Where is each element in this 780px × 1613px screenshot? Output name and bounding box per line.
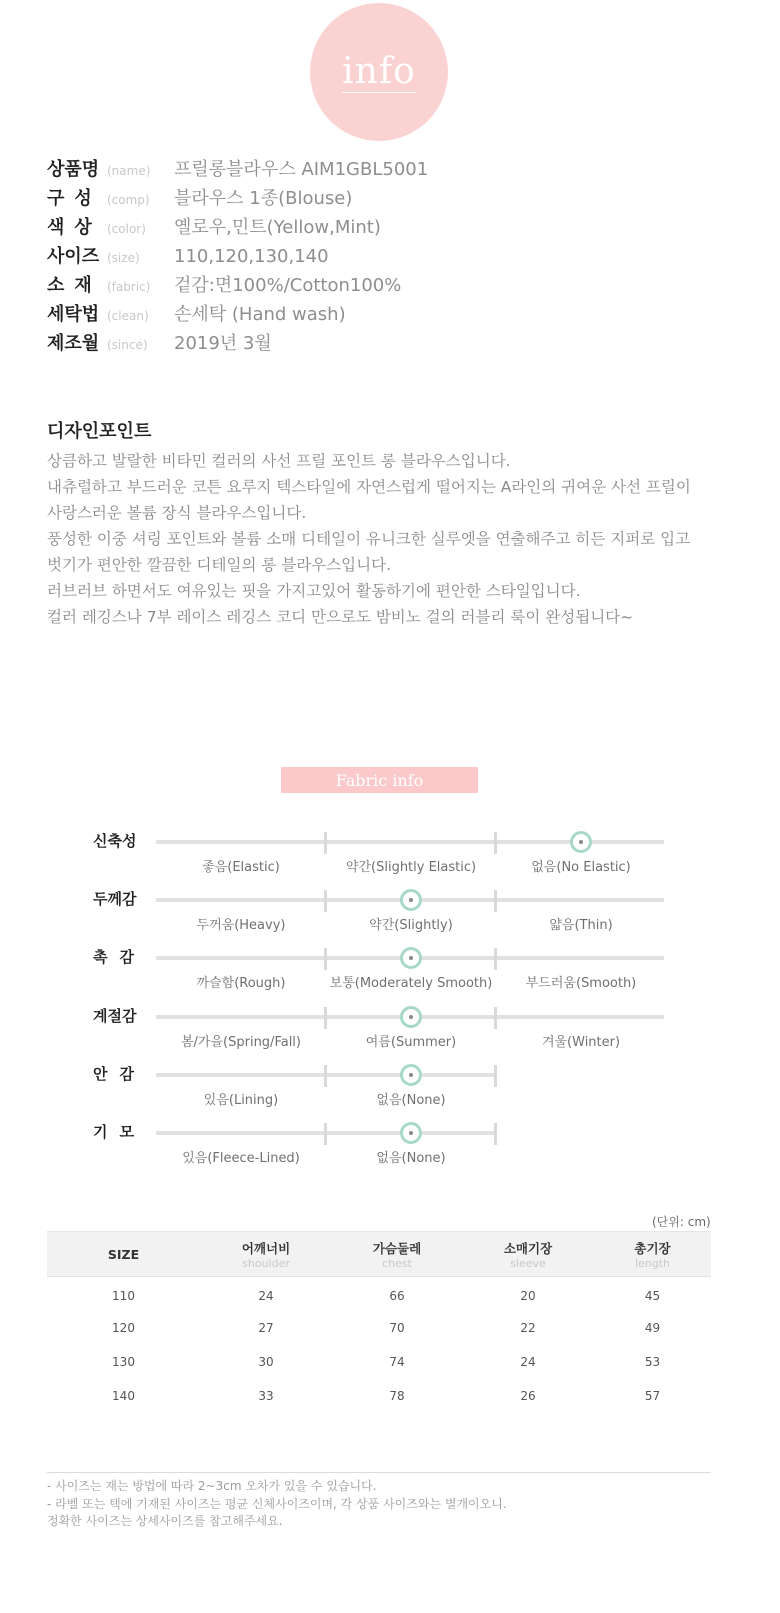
fabric-option-label: 약간(Slightly): [369, 918, 453, 933]
table-cell: 120: [112, 1320, 135, 1335]
note-line: - 사이즈는 재는 방법에 따라 2~3cm 오차가 있을 수 있습니다.: [47, 1479, 377, 1493]
fabric-option-label: 없음(None): [376, 1151, 446, 1166]
spec-value: 블라우스 1종(Blouse): [174, 188, 353, 209]
fabric-scale-tick: [494, 948, 497, 970]
fabric-info-banner: [281, 767, 478, 793]
col-header-sub: length: [634, 1256, 671, 1270]
col-header-label: 총기장: [634, 1240, 671, 1256]
fabric-row-label: 신축성: [93, 832, 137, 850]
fabric-info-title: Fabric info: [335, 770, 424, 790]
selected-marker-icon: [400, 889, 422, 911]
table-row: [47, 1379, 711, 1413]
col-header-chest: [332, 1232, 462, 1277]
table-cell: 20: [520, 1288, 536, 1303]
spec-key: 상품명: [47, 159, 100, 180]
fabric-row-label: 기모: [93, 1123, 146, 1141]
fabric-scale-tick: [324, 1065, 327, 1087]
fabric-row-label: 계절감: [93, 1007, 137, 1025]
fabric-option-label: 있음(Lining): [203, 1093, 279, 1108]
spec-sub: (color): [107, 222, 146, 236]
table-cell: 49: [644, 1320, 661, 1335]
design-point-title: 디자인포인트: [47, 421, 152, 442]
fabric-scale-tick: [324, 890, 327, 912]
table-cell: 57: [644, 1388, 661, 1403]
table-row: [47, 1277, 711, 1311]
selected-marker-icon: [400, 1064, 422, 1086]
fabric-option-label: 있음(Fleece-Lined): [182, 1151, 300, 1166]
table-cell: 74: [389, 1354, 405, 1369]
fabric-row-label: 촉감: [93, 948, 146, 966]
col-header-label: SIZE: [107, 1246, 140, 1262]
spec-row-comp: [47, 184, 428, 213]
table-cell: 22: [520, 1320, 536, 1335]
fabric-row: [0, 832, 780, 882]
spec-value: 2019년 3월: [174, 333, 272, 354]
info-header-badge: [310, 3, 448, 141]
fabric-row: [0, 948, 780, 998]
spec-row-since: [47, 329, 428, 358]
table-cell: 30: [258, 1354, 274, 1369]
col-header-shoulder: [200, 1232, 332, 1277]
fabric-option-label: 겨울(Winter): [541, 1035, 621, 1050]
table-cell: 33: [258, 1388, 274, 1403]
spec-value: 옐로우,민트(Yellow,Mint): [174, 217, 381, 238]
table-cell: 78: [389, 1388, 405, 1403]
spec-sub: (clean): [107, 309, 149, 323]
fabric-scale-tick: [494, 1007, 497, 1029]
design-line: 컬러 레깅스나 7부 레이스 레깅스 코디 만으로도 밤비노 걸의 러블리 룩이 완성됩니다~: [47, 608, 634, 626]
fabric-scale-tick: [324, 832, 327, 854]
design-line: 내츄럴하고 부드러운 코튼 요루지 텍스타일에 자연스럽게 떨어지는 A라인의 귀여운 사선 프릴이: [47, 478, 691, 496]
design-point-text: [47, 448, 727, 630]
fabric-row: [0, 1007, 780, 1057]
spec-sub: (size): [107, 251, 140, 265]
table-cell: 140: [112, 1388, 135, 1403]
notes-divider: [47, 1472, 711, 1473]
spec-value: 겉감:면100%/Cotton100%: [174, 275, 402, 296]
fabric-scale-tick: [494, 890, 497, 912]
table-cell: 70: [389, 1320, 405, 1335]
fabric-row: [0, 890, 780, 940]
design-line: 사랑스러운 볼륨 장식 블라우스입니다.: [47, 504, 307, 522]
fabric-row-label: 안감: [93, 1065, 146, 1083]
table-cell: 27: [258, 1320, 274, 1335]
selected-marker-icon: [570, 831, 592, 853]
fabric-row-label: 두께감: [93, 890, 137, 908]
col-header-label: 어깨너비: [241, 1240, 291, 1256]
spec-row-size: [47, 242, 428, 271]
table-row: [47, 1311, 711, 1345]
fabric-scale-tick: [324, 1123, 327, 1145]
spec-sub: (fabric): [107, 280, 151, 294]
table-cell: 66: [389, 1288, 405, 1303]
spec-value: 손세탁 (Hand wash): [174, 304, 346, 325]
spec-row-clean: [47, 300, 428, 329]
unit-label: (단위: cm): [652, 1215, 711, 1229]
size-table: [47, 1231, 711, 1413]
table-cell: 130: [112, 1354, 135, 1369]
design-line: 풍성한 이중 셔링 포인트와 볼륨 소매 디테일이 유니크한 실루엣을 연출해주고 히든 지퍼로 입고: [47, 530, 691, 548]
col-header-length: [594, 1232, 711, 1277]
selected-marker-icon: [400, 947, 422, 969]
size-notes: [47, 1478, 507, 1531]
design-line: 러브러브 하면서도 여유있는 핏을 가지고있어 활동하기에 편안한 스타일입니다.: [47, 582, 581, 600]
fabric-option-label: 여름(Summer): [365, 1035, 457, 1050]
fabric-scale-tick: [324, 1007, 327, 1029]
fabric-option-label: 보통(Moderately Smooth): [329, 976, 493, 991]
col-header-size: [47, 1232, 200, 1277]
size-table-header: [47, 1232, 711, 1277]
spec-key: 세탁법: [47, 304, 100, 325]
spec-sub: (name): [107, 164, 151, 178]
fabric-row: [0, 1123, 780, 1173]
table-cell: 110: [112, 1288, 135, 1303]
fabric-row: [0, 1065, 780, 1115]
product-spec-list: [47, 155, 428, 358]
spec-row-name: [47, 155, 428, 184]
fabric-scale-tick: [324, 948, 327, 970]
col-header-sleeve: [462, 1232, 594, 1277]
col-header-sub: chest: [382, 1256, 412, 1270]
col-header-label: 가슴둘레: [372, 1240, 422, 1256]
fabric-option-label: 좋음(Elastic): [202, 860, 280, 875]
fabric-scale-tick: [494, 1065, 497, 1087]
fabric-option-label: 부드러움(Smooth): [525, 976, 637, 991]
fabric-option-label: 없음(None): [376, 1093, 446, 1108]
col-header-label: 소매기장: [503, 1240, 553, 1256]
fabric-option-label: 없음(No Elastic): [531, 860, 631, 875]
fabric-option-label: 두꺼움(Heavy): [196, 918, 286, 933]
selected-marker-icon: [400, 1122, 422, 1144]
spec-key: 제조월: [47, 333, 100, 354]
note-line: - 라벨 또는 택에 기재된 사이즈는 평균 신체사이즈이며, 각 상품 사이즈와는 별개이오니.: [47, 1496, 507, 1511]
table-row: [47, 1345, 711, 1379]
fabric-option-label: 약간(Slightly Elastic): [345, 860, 477, 875]
selected-marker-icon: [400, 1006, 422, 1028]
info-title: info: [342, 50, 416, 92]
spec-sub: (since): [107, 338, 148, 352]
table-cell: 24: [258, 1288, 274, 1303]
design-line: 벗기가 편안한 깔끔한 디테일의 롱 블라우스입니다.: [47, 556, 391, 574]
fabric-scale-tick: [494, 832, 497, 854]
table-cell: 53: [644, 1354, 661, 1369]
spec-key: 색상: [47, 217, 102, 238]
fabric-option-label: 봄/가을(Spring/Fall): [180, 1035, 301, 1050]
spec-key: 소재: [47, 275, 102, 296]
table-cell: 45: [644, 1288, 661, 1303]
fabric-option-label: 얇음(Thin): [549, 918, 613, 933]
table-cell: 24: [520, 1354, 536, 1369]
fabric-scale-tick: [494, 1123, 497, 1145]
spec-key: 사이즈: [47, 246, 100, 267]
table-cell: 26: [520, 1388, 536, 1403]
spec-row-fabric: [47, 271, 428, 300]
spec-row-color: [47, 213, 428, 242]
note-line: 정확한 사이즈는 상세사이즈를 참고해주세요.: [47, 1514, 283, 1528]
spec-value: 110,120,130,140: [174, 246, 329, 267]
spec-sub: (comp): [107, 193, 150, 207]
col-header-sub: shoulder: [242, 1256, 290, 1270]
spec-key: 구성: [47, 188, 102, 209]
spec-value: 프릴롱블라우스 AIM1GBL5001: [174, 159, 429, 180]
design-line: 상큼하고 발랄한 비타민 컬러의 사선 프릴 포인트 롱 블라우스입니다.: [47, 452, 511, 470]
col-header-sub: sleeve: [510, 1256, 546, 1270]
fabric-option-label: 까슬함(Rough): [196, 976, 286, 991]
